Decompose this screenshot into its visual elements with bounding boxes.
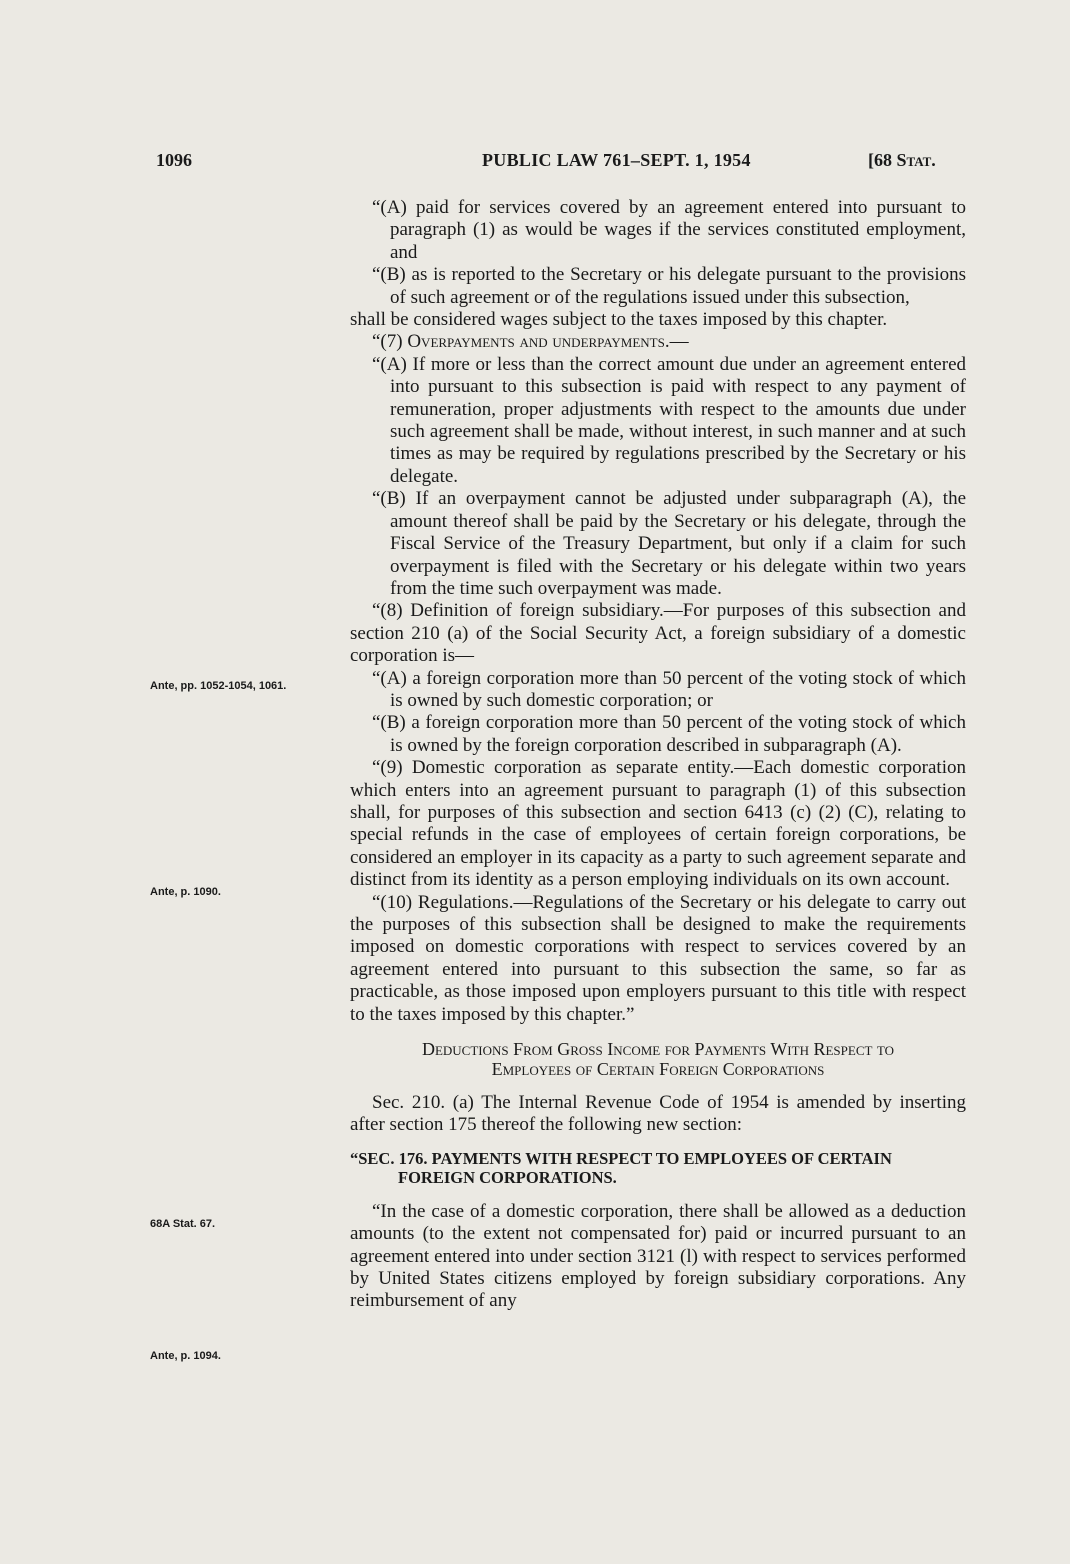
new-section-line2: FOREIGN CORPORATIONS. [398, 1167, 617, 1187]
section-176-text: “In the case of a domestic corporation, there shall be allowed as a deduction amounts (to the extent not compensated for) paid or incurred pursuant to an agreement entered into under section 3121 (l) with respect to services performed by United States citizens employed by foreign subsidiary corporations. Any reimbursement of any [350, 1200, 966, 1312]
paragraph-9-domestic: “(9) Domestic corporation as separate entity.—Each domestic corporation which enters into an agreement pursuant to paragraph (1) of this subsection shall, for purposes of this subsection and section 6413 (c) (2) (C), relating to special refunds in the case of employees of certain foreign corporations, be considered an employer in its capacity as a party to such agreement separate and distinct from its identity as a person employing individuals on its own account. [350, 757, 966, 891]
margin-note-ante-1052: Ante, pp. 1052-1054, 1061. [150, 680, 287, 692]
paragraph-6b: “(B) as is reported to the Secretary or his delegate pursuant to the provisions of such agreement or of the regulations issued under this subsection, [372, 264, 966, 308]
new-section-line1: “SEC. 176. PAYMENTS WITH RESPECT TO EMPLOYEES OF CERTAIN [350, 1148, 892, 1168]
paragraph-6a: “(A) paid for services covered by an agreement entered into pursuant to paragraph (1) as would be wages if the services constituted employment, and [372, 197, 966, 263]
heading-7-overpayments: “(7) Overpayments and underpayments.— [372, 331, 689, 353]
paragraph-6-close: shall be considered wages subject to the taxes imposed by this chapter. [350, 309, 888, 331]
section-heading [310, 1040, 1006, 1080]
paragraph-8a: “(A) a foreign corporation more than 50 percent of the voting stock of which is owned by such domestic corporation; or [372, 667, 966, 711]
paragraph-7a: “(A) If more or less than the correct amount due under an agreement entered into pursuant to this subsection is paid with respect to any payment of remuneration, proper adjustments with respect to the amounts due under such agreement shall be made, without interest, in such manner and at such times as may be required by regulations prescribed by the Secretary or his delegate. [372, 353, 966, 487]
paragraph-10-regulations: “(10) Regulations.—Regulations of the Secretary or his delegate to carry out the purposes of this subsection shall be designed to make the requirements imposed on domestic corporations with respect to services covered by an agreement entered into pursuant to this subsection the same, so far as practicable, as those imposed upon employers pursuant to this title with respect to the taxes imposed by this chapter.” [350, 891, 966, 1025]
section-210-text: Sec. 210. (a) The Internal Revenue Code of 1954 is amended by inserting after section 175 thereof the following new section: [350, 1092, 966, 1136]
margin-note-ante-1090: Ante, p. 1090. [150, 886, 221, 898]
paragraph-8b: “(B) a foreign corporation more than 50 percent of the voting stock of which is owned by the foreign corporation described in subparagraph (A). [372, 712, 966, 756]
body-text [350, 197, 966, 1313]
section-heading-line2: Employees of Certain Foreign Corporations [491, 1059, 825, 1080]
margin-note-ante-1094: Ante, p. 1094. [150, 1350, 221, 1362]
section-heading-line1: Deductions From Gross Income for Payments With Respect to [421, 1039, 895, 1060]
margin-note-68a-stat: 68A Stat. 67. [150, 1218, 216, 1230]
volume-reference: [68 Stat. [868, 150, 936, 170]
new-section-176-heading [350, 1149, 966, 1187]
paragraph-7b: “(B) If an overpayment cannot be adjusted under subparagraph (A), the amount thereof shall be paid by the Secretary or his delegate, through the Fiscal Service of the Treasury Department, but only if a claim for such overpayment is filed with the Secretary or his delegate within two years from the time such overpayment was made. [372, 488, 966, 599]
page-number: 1096 [156, 150, 192, 170]
paragraph-8-definition: “(8) Definition of foreign subsidiary.—For purposes of this subsection and section 210 (a) of the Social Security Act, a foreign subsidiary of a domestic corporation is— [350, 600, 966, 667]
running-title: PUBLIC LAW 761–SEPT. 1, 1954 [482, 150, 751, 170]
page-header [0, 150, 1070, 178]
